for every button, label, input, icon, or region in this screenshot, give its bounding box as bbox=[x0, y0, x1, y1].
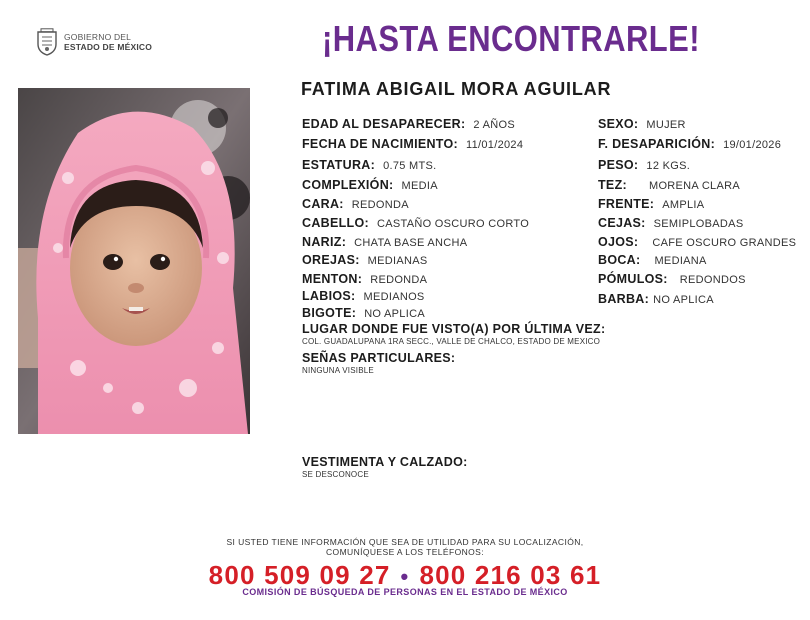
logo-text bbox=[64, 32, 152, 52]
footer-info-line-1: SI USTED TIENE INFORMACIÓN QUE SEA DE UTILIDAD PARA SU LOCALIZACIÓN, bbox=[226, 537, 584, 547]
person-photo bbox=[18, 88, 250, 434]
phone-separator: • bbox=[400, 564, 410, 589]
coat-of-arms-icon bbox=[36, 28, 58, 56]
field-label: TEZ: bbox=[598, 178, 627, 192]
field-lips bbox=[302, 289, 425, 304]
marks-label: SEÑAS PARTICULARES: bbox=[302, 351, 456, 365]
field-label: LABIOS: bbox=[302, 289, 356, 303]
field-eyes bbox=[598, 235, 796, 250]
field-value: 11/01/2024 bbox=[466, 139, 524, 151]
field-value: 0.75 MTS. bbox=[383, 160, 437, 172]
phone-number-1[interactable]: 800 509 09 27 bbox=[208, 560, 391, 590]
field-value: MUJER bbox=[646, 119, 686, 131]
field-chin bbox=[302, 272, 427, 287]
field-label: ESTATURA: bbox=[302, 158, 376, 172]
field-label: OJOS: bbox=[598, 235, 639, 249]
field-value: NO APLICA bbox=[653, 294, 714, 306]
field-complexion bbox=[598, 178, 740, 193]
field-value: MEDIANA bbox=[654, 255, 707, 267]
field-age bbox=[302, 117, 515, 132]
field-label: CARA: bbox=[302, 197, 344, 211]
agency-name: COMISIÓN DE BÚSQUEDA DE PERSONAS EN EL ESTADO DE MÉXICO bbox=[242, 587, 568, 597]
field-value: CAFE OSCURO GRANDES bbox=[652, 237, 797, 249]
field-value: REDONDOS bbox=[679, 274, 746, 286]
clothing-value: SE DESCONOCE bbox=[302, 470, 369, 479]
field-label: MENTON: bbox=[302, 272, 363, 286]
field-mouth bbox=[598, 253, 707, 268]
field-ears bbox=[302, 253, 428, 268]
field-label: FECHA DE NACIMIENTO: bbox=[302, 137, 458, 151]
field-cheekbones bbox=[598, 272, 746, 287]
field-sex bbox=[598, 117, 686, 132]
field-weight bbox=[598, 158, 690, 173]
footer-info-line-2: COMUNÍQUESE A LOS TELÉFONOS: bbox=[326, 547, 484, 557]
field-label: BIGOTE: bbox=[302, 306, 357, 320]
field-value: MEDIANOS bbox=[363, 291, 425, 303]
field-value: 12 KGS. bbox=[646, 160, 691, 172]
field-value: AMPLIA bbox=[662, 199, 705, 211]
field-label: NARIZ: bbox=[302, 235, 347, 249]
field-mustache bbox=[302, 306, 425, 321]
field-value: NO APLICA bbox=[364, 308, 425, 320]
field-label: BARBA: bbox=[598, 292, 650, 306]
last-seen-label: LUGAR DONDE FUE VISTO(A) POR ÚLTIMA VEZ: bbox=[302, 322, 606, 336]
headline: ¡HASTA ENCONTRARLE! bbox=[322, 18, 700, 59]
field-value: 2 AÑOS bbox=[473, 119, 515, 131]
marks-value: NINGUNA VISIBLE bbox=[302, 366, 374, 375]
field-value: MEDIA bbox=[401, 180, 438, 192]
field-label: SEXO: bbox=[598, 117, 639, 131]
field-label: PESO: bbox=[598, 158, 639, 172]
field-label: COMPLEXIÓN: bbox=[302, 178, 394, 192]
logo-line-1: GOBIERNO DEL bbox=[64, 32, 132, 42]
field-eyebrows bbox=[598, 216, 743, 231]
field-label: BOCA: bbox=[598, 253, 641, 267]
logo-line-2: ESTADO DE MÉXICO bbox=[64, 42, 153, 52]
field-build bbox=[302, 178, 438, 193]
field-value: CHATA BASE ANCHA bbox=[354, 237, 468, 249]
field-value: MEDIANAS bbox=[367, 255, 428, 267]
field-beard bbox=[598, 292, 714, 307]
field-label: CEJAS: bbox=[598, 216, 646, 230]
field-value: 19/01/2026 bbox=[723, 139, 782, 151]
field-birthdate bbox=[302, 137, 523, 152]
field-height bbox=[302, 158, 437, 173]
field-value: REDONDA bbox=[351, 199, 409, 211]
government-logo bbox=[36, 28, 152, 56]
field-label: FRENTE: bbox=[598, 197, 655, 211]
field-label: OREJAS: bbox=[302, 253, 360, 267]
field-disappearance-date bbox=[598, 137, 781, 152]
field-label: CABELLO: bbox=[302, 216, 369, 230]
person-name: FATIMA ABIGAIL MORA AGUILAR bbox=[301, 79, 612, 99]
field-value: CASTAÑO OSCURO CORTO bbox=[376, 218, 530, 230]
field-value: SEMIPLOBADAS bbox=[653, 218, 744, 230]
field-label: F. DESAPARICIÓN: bbox=[598, 137, 716, 151]
field-hair bbox=[302, 216, 529, 231]
clothing-label: VESTIMENTA Y CALZADO: bbox=[302, 455, 468, 469]
field-nose bbox=[302, 235, 467, 250]
last-seen-value: COL. GUADALUPANA 1RA SECC., VALLE DE CHALCO, ESTADO DE MEXICO bbox=[302, 337, 601, 346]
field-forehead bbox=[598, 197, 704, 212]
field-face bbox=[302, 197, 409, 212]
field-value: MORENA CLARA bbox=[648, 180, 740, 192]
field-label: PÓMULOS: bbox=[598, 272, 668, 286]
phone-number-2[interactable]: 800 216 03 61 bbox=[419, 560, 602, 590]
field-value: REDONDA bbox=[370, 274, 428, 286]
field-label: EDAD AL DESAPARECER: bbox=[302, 117, 466, 131]
